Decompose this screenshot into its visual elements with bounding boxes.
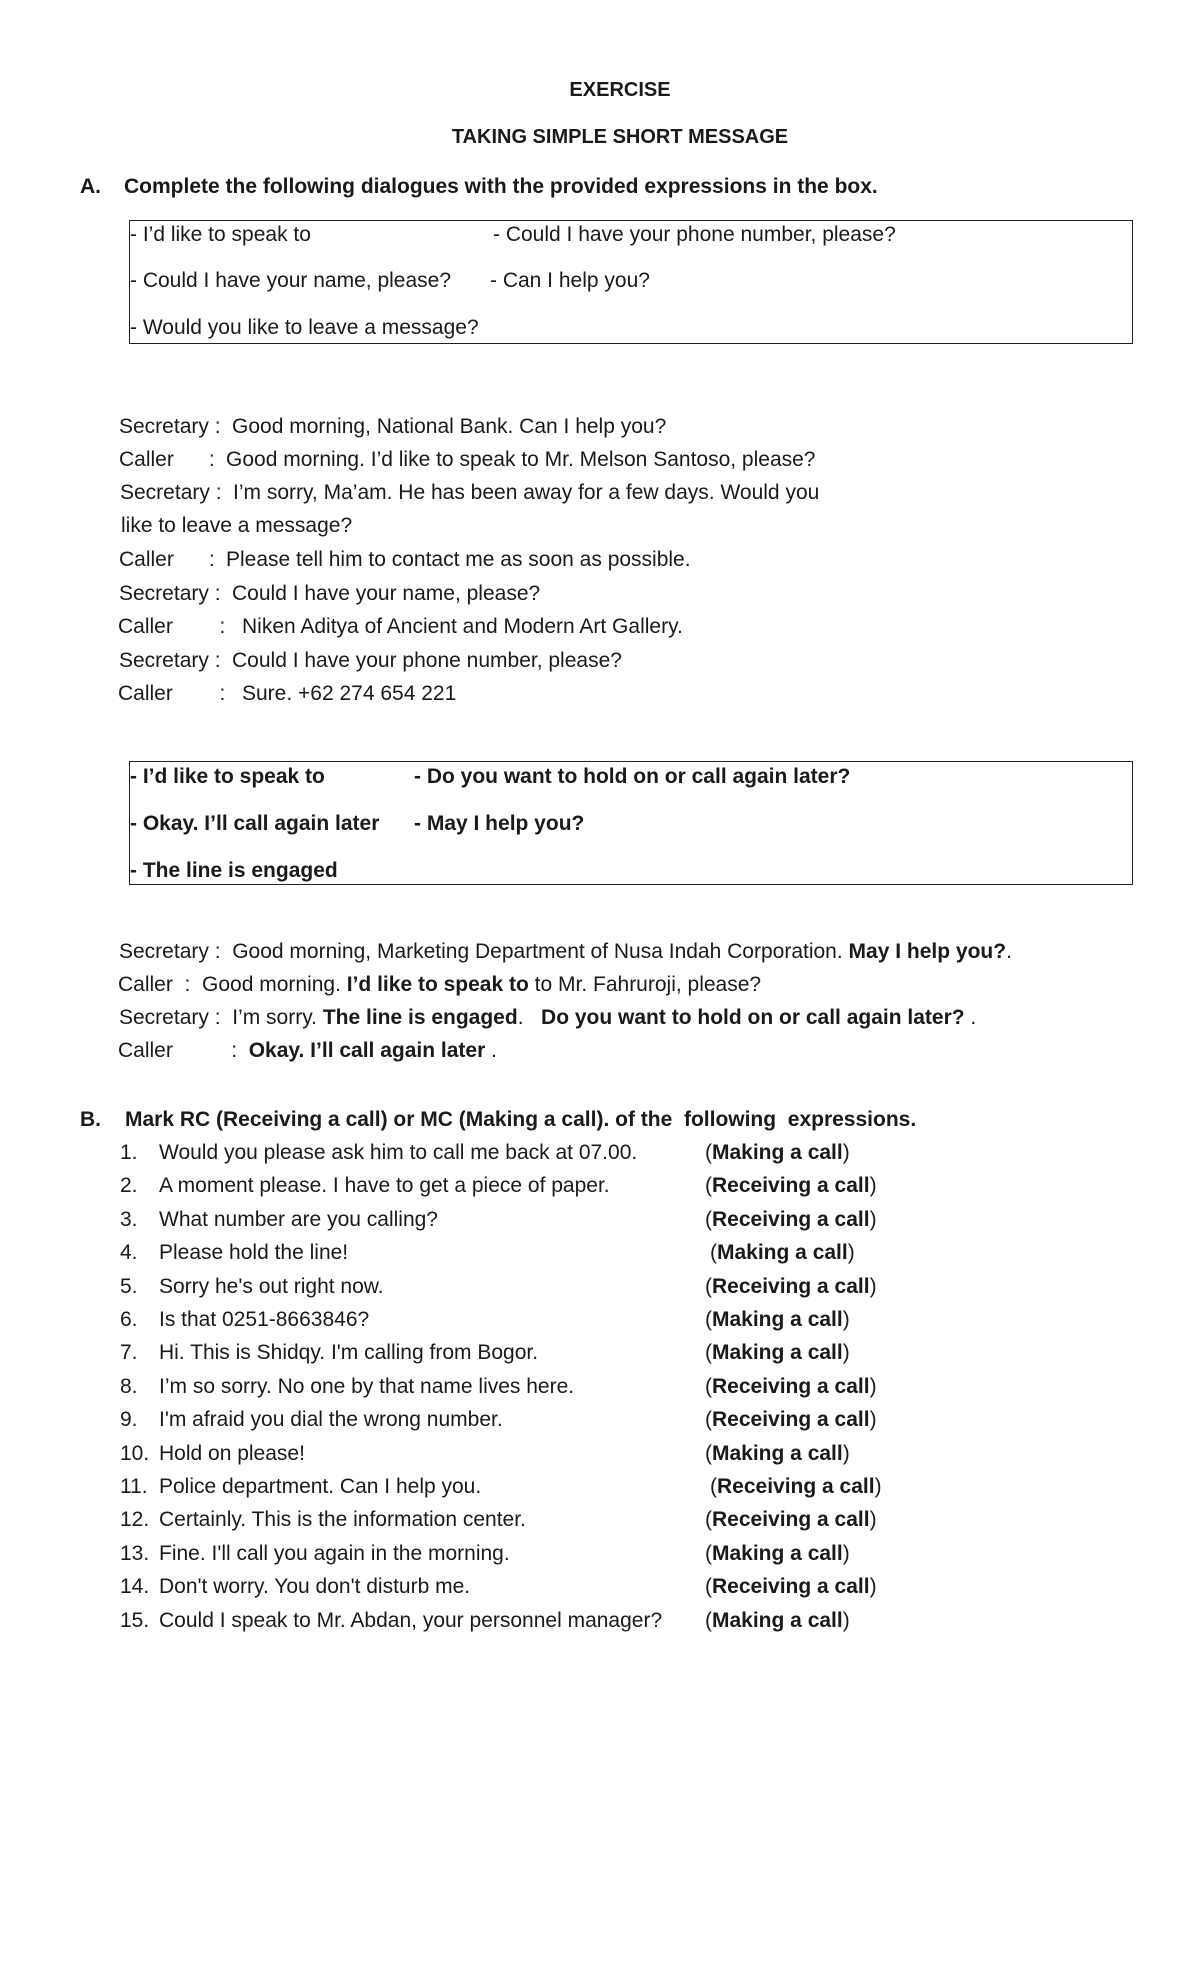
dialogue1-speaker: Secretary :: [120, 481, 222, 504]
dialogue1-line: Could I have your name, please?: [232, 582, 541, 605]
item-text: Don't worry. You don't disturb me.: [159, 1575, 471, 1599]
box1-expression: - I’d like to speak to: [130, 223, 311, 246]
item-number: 7.: [120, 1341, 138, 1365]
expression-box-2: [129, 761, 1133, 885]
item-answer: (Receiving a call): [710, 1475, 882, 1498]
item-text: I'm afraid you dial the wrong number.: [159, 1408, 503, 1432]
item-text: Is that 0251-8663846?: [159, 1308, 370, 1331]
item-answer: (Receiving a call): [705, 1174, 877, 1198]
section-a-instruction: Complete the following dialogues with the provided expressions in the box.: [124, 175, 878, 198]
dialogue1-speaker: Secretary :: [119, 582, 221, 605]
section-a-letter: A.: [80, 175, 101, 198]
item-text: Sorry he's out right now.: [159, 1274, 384, 1298]
box2-expression: - Do you want to hold on or call again later?: [414, 765, 851, 788]
answer-label: Making a call: [712, 1141, 843, 1164]
dialogue2-line: Secretary : Good morning, Marketing Department of Nusa Indah Corporation. May I help you?.: [119, 940, 1012, 963]
box1-expression: - Can I help you?: [490, 269, 650, 292]
dialogue2-line: Caller : Okay. I’ll call again later .: [118, 1039, 497, 1062]
dialogue1-line: I’m sorry, Ma’am. He has been away for a few days. Would you: [233, 481, 820, 504]
item-answer: (Making a call): [705, 1541, 850, 1565]
box1-expression: - Would you like to leave a message?: [130, 316, 479, 339]
item-answer: (Receiving a call): [705, 1207, 877, 1231]
section-b-letter: B.: [80, 1108, 101, 1131]
box2-expression: - I’d like to speak to: [130, 765, 325, 788]
item-number: 4.: [120, 1241, 138, 1265]
dialogue1-speaker: Secretary :: [119, 649, 221, 672]
dialogue1-speaker: Caller :: [119, 448, 215, 471]
dialogue1-line: Good morning. I’d like to speak to Mr. Melson Santoso, please?: [226, 448, 816, 471]
item-text: Hold on please!: [159, 1441, 305, 1465]
item-number: 8.: [120, 1374, 138, 1398]
answer-label: Making a call: [712, 1608, 843, 1632]
box1-expression: - Could I have your name, please?: [130, 269, 452, 292]
dialogue1-speaker: Caller :: [118, 615, 226, 638]
box2-expression: - The line is engaged: [130, 859, 338, 882]
dialogue1-line: like to leave a message?: [121, 514, 353, 537]
dialogue2-line: Caller : Good morning. I’d like to speak to to Mr. Fahruroji, please?: [118, 973, 762, 996]
answer-label: Receiving a call: [712, 1174, 870, 1198]
item-text: Could I speak to Mr. Abdan, your personnel manager?: [159, 1608, 663, 1632]
item-text: What number are you calling?: [159, 1207, 438, 1231]
dialogue1-line: Niken Aditya of Ancient and Modern Art Gallery.: [242, 615, 683, 638]
section-b-instruction: Mark RC (Receiving a call) or MC (Making a call). of the following expressions.: [125, 1108, 917, 1131]
expression-box-1: [129, 220, 1133, 344]
item-answer: (Making a call): [705, 1441, 850, 1465]
dialogue1-line: Could I have your phone number, please?: [232, 649, 622, 672]
item-text: Police department. Can I help you.: [159, 1475, 482, 1498]
item-answer: (Making a call): [705, 1308, 850, 1331]
item-number: 9.: [120, 1408, 138, 1432]
dialogue1-line: Good morning, National Bank. Can I help you?: [232, 415, 667, 438]
answer-label: Receiving a call: [712, 1508, 870, 1532]
answer-label: Making a call: [712, 1441, 843, 1465]
item-number: 13.: [120, 1541, 150, 1565]
item-answer: (Receiving a call): [705, 1575, 877, 1599]
dialogue1-speaker: Caller :: [119, 548, 215, 571]
dialogue1-speaker: Caller :: [118, 682, 226, 705]
item-text: Would you please ask him to call me back at 07.00.: [159, 1141, 638, 1164]
answer-label: Making a call: [712, 1541, 843, 1565]
item-answer: (Making a call): [705, 1141, 850, 1164]
item-text: Fine. I'll call you again in the morning.: [159, 1541, 510, 1565]
item-text: A moment please. I have to get a piece of paper.: [159, 1174, 610, 1198]
item-number: 1.: [120, 1141, 138, 1164]
item-number: 11.: [120, 1475, 148, 1498]
item-text: I’m so sorry. No one by that name lives here.: [159, 1374, 575, 1398]
item-answer: (Receiving a call): [705, 1374, 877, 1398]
item-number: 2.: [120, 1174, 138, 1198]
item-number: 14.: [120, 1575, 150, 1599]
answer-label: Receiving a call: [717, 1475, 875, 1498]
box2-expression: - May I help you?: [414, 812, 585, 835]
item-number: 12.: [120, 1508, 150, 1532]
item-number: 10.: [120, 1441, 150, 1465]
item-answer: (Making a call): [705, 1608, 850, 1632]
item-answer: (Receiving a call): [705, 1274, 877, 1298]
answer-label: Receiving a call: [712, 1274, 870, 1298]
item-text: Hi. This is Shidqy. I'm calling from Bogor.: [159, 1341, 539, 1365]
item-number: 6.: [120, 1308, 138, 1331]
page-title: EXERCISE: [569, 79, 671, 101]
box1-expression: - Could I have your phone number, please?: [493, 223, 896, 246]
dialogue1-speaker: Secretary :: [119, 415, 221, 438]
item-answer: (Receiving a call): [705, 1408, 877, 1432]
page-subtitle: TAKING SIMPLE SHORT MESSAGE: [451, 126, 789, 148]
answer-label: Making a call: [712, 1341, 843, 1365]
dialogue1-line: Sure. +62 274 654 221: [242, 682, 457, 705]
item-answer: (Making a call): [710, 1241, 855, 1265]
item-text: Please hold the line!: [159, 1241, 349, 1265]
answer-label: Receiving a call: [712, 1408, 870, 1432]
answer-label: Receiving a call: [712, 1207, 870, 1231]
box2-expression: - Okay. I’ll call again later: [130, 812, 380, 835]
answer-label: Receiving a call: [712, 1575, 870, 1599]
item-number: 15.: [120, 1608, 150, 1632]
answer-label: Making a call: [717, 1241, 848, 1265]
item-number: 3.: [120, 1207, 138, 1231]
item-answer: (Receiving a call): [705, 1508, 877, 1532]
answer-label: Receiving a call: [712, 1374, 870, 1398]
dialogue2-line: Secretary : I’m sorry. The line is engaged. Do you want to hold on or call again later? .: [119, 1006, 977, 1029]
dialogue1-line: Please tell him to contact me as soon as possible.: [226, 548, 691, 571]
answer-label: Making a call: [712, 1308, 843, 1331]
item-answer: (Making a call): [705, 1341, 850, 1365]
item-text: Certainly. This is the information center.: [159, 1508, 526, 1532]
item-number: 5.: [120, 1274, 138, 1298]
